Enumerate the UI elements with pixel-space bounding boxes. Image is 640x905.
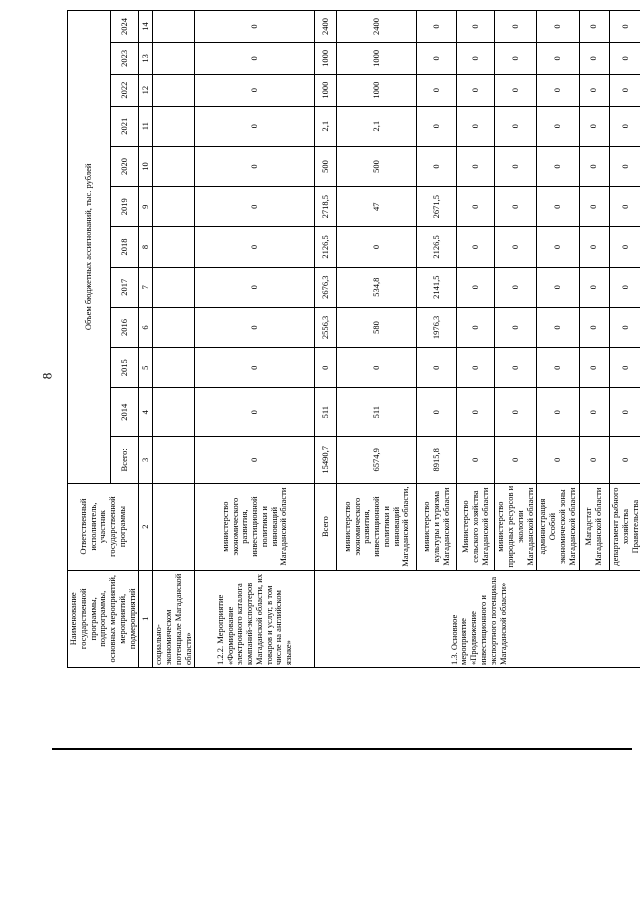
value-cell xyxy=(153,227,195,267)
year-header: 2015 xyxy=(110,348,139,388)
value-cell: 0 xyxy=(457,307,495,347)
value-cell: 0 xyxy=(609,267,640,307)
value-cell: 0 xyxy=(457,267,495,307)
value-cell: 0 xyxy=(457,227,495,267)
value-cell: 0 xyxy=(195,43,315,75)
index-cell: 3 xyxy=(139,437,153,484)
table-row xyxy=(153,11,195,668)
value-cell: 0 xyxy=(495,227,537,267)
table-row xyxy=(337,11,417,668)
value-cell: 0 xyxy=(579,146,609,186)
value-cell: 1000 xyxy=(315,74,337,106)
year-header: 2024 xyxy=(110,11,139,43)
value-cell: 1000 xyxy=(337,43,417,75)
value-cell: 2671,5 xyxy=(417,187,457,227)
value-cell: 500 xyxy=(337,146,417,186)
value-cell: 511 xyxy=(315,388,337,437)
row-responsible: Всего xyxy=(315,483,337,570)
value-cell: 0 xyxy=(417,146,457,186)
value-cell: 0 xyxy=(579,388,609,437)
value-cell: 2718,5 xyxy=(315,187,337,227)
index-cell: 11 xyxy=(139,106,153,146)
value-cell: 1000 xyxy=(337,74,417,106)
row-responsible: департамент рыбного хозяйства Правительства xyxy=(609,483,640,570)
col-name-header: Наименование государственной программы, подпрограммы, основных мероприятий, мероприятий, подмероприятий xyxy=(68,570,139,667)
year-header: 2017 xyxy=(110,267,139,307)
value-cell: 0 xyxy=(457,106,495,146)
value-cell: 0 xyxy=(609,146,640,186)
value-cell: 0 xyxy=(495,388,537,437)
row-responsible: Министерство сельского хозяйства Магаданской области xyxy=(457,483,495,570)
value-cell: 2126,5 xyxy=(417,227,457,267)
value-cell: 511 xyxy=(337,388,417,437)
value-cell xyxy=(153,307,195,347)
year-header: 2018 xyxy=(110,227,139,267)
index-cell: 9 xyxy=(139,187,153,227)
value-cell: 0 xyxy=(537,43,579,75)
value-cell: 0 xyxy=(417,388,457,437)
value-cell: 0 xyxy=(495,11,537,43)
index-cell: 2 xyxy=(139,483,153,570)
index-cell: 13 xyxy=(139,43,153,75)
value-cell: 0 xyxy=(609,388,640,437)
table-row xyxy=(417,11,457,668)
value-cell: 2141,5 xyxy=(417,267,457,307)
value-cell xyxy=(153,11,195,43)
value-cell: 0 xyxy=(457,74,495,106)
row-responsible: Магадстат Магаданской области xyxy=(579,483,609,570)
value-cell: 0 xyxy=(537,388,579,437)
budget-title: Объем бюджетных ассигнований, тыс. рублей xyxy=(68,11,111,484)
value-cell: 0 xyxy=(609,437,640,484)
value-cell: 0 xyxy=(537,437,579,484)
row-name: социально-экономическом потенциале Магаданской области» xyxy=(153,570,195,667)
index-cell: 12 xyxy=(139,74,153,106)
row-responsible: администрация Особой экономической зоны Магаданской области xyxy=(537,483,579,570)
value-cell: 0 xyxy=(495,307,537,347)
value-cell: 0 xyxy=(537,227,579,267)
value-cell xyxy=(153,437,195,484)
total-label: Всего: xyxy=(110,437,139,484)
value-cell: 0 xyxy=(195,227,315,267)
value-cell: 0 xyxy=(195,437,315,484)
page-number: 8 xyxy=(39,372,55,380)
value-cell: 0 xyxy=(495,43,537,75)
value-cell: 0 xyxy=(579,187,609,227)
value-cell: 0 xyxy=(609,307,640,347)
index-cell: 5 xyxy=(139,348,153,388)
value-cell: 0 xyxy=(195,11,315,43)
value-cell: 0 xyxy=(417,348,457,388)
value-cell: 0 xyxy=(579,74,609,106)
value-cell: 0 xyxy=(579,348,609,388)
row-responsible: министерство природных ресурсов и экологии Магаданской области xyxy=(495,483,537,570)
value-cell: 15490,7 xyxy=(315,437,337,484)
row-responsible xyxy=(153,483,195,570)
value-cell: 0 xyxy=(609,11,640,43)
value-cell: 0 xyxy=(579,227,609,267)
value-cell xyxy=(153,388,195,437)
value-cell: 0 xyxy=(417,74,457,106)
index-cell: 8 xyxy=(139,227,153,267)
table-row xyxy=(195,11,315,668)
value-cell: 0 xyxy=(579,11,609,43)
value-cell: 0 xyxy=(495,267,537,307)
table-row xyxy=(537,11,579,668)
value-cell xyxy=(153,348,195,388)
year-header: 2014 xyxy=(110,388,139,437)
value-cell: 0 xyxy=(609,74,640,106)
value-cell: 0 xyxy=(495,437,537,484)
year-header: 2016 xyxy=(110,307,139,347)
year-header: 2022 xyxy=(110,74,139,106)
row-name: 1.3. Основное мероприятие «Продвижение инвестиционного и экспортного потенциала Магаданской области» xyxy=(315,570,640,667)
value-cell: 580 xyxy=(337,307,417,347)
value-cell: 0 xyxy=(537,74,579,106)
year-header: 2019 xyxy=(110,187,139,227)
value-cell xyxy=(153,106,195,146)
value-cell: 2676,3 xyxy=(315,267,337,307)
value-cell: 2,1 xyxy=(337,106,417,146)
index-cell: 4 xyxy=(139,388,153,437)
value-cell: 0 xyxy=(579,43,609,75)
value-cell: 0 xyxy=(457,146,495,186)
year-header: 2021 xyxy=(110,106,139,146)
value-cell: 0 xyxy=(579,267,609,307)
value-cell: 0 xyxy=(457,11,495,43)
value-cell: 0 xyxy=(195,106,315,146)
value-cell: 0 xyxy=(315,348,337,388)
year-header: 2023 xyxy=(110,43,139,75)
row-responsible: министерство экономического развития, инвестиционной политики и инноваций Магаданской области, xyxy=(337,483,417,570)
value-cell xyxy=(153,146,195,186)
value-cell: 2,1 xyxy=(315,106,337,146)
value-cell: 0 xyxy=(457,388,495,437)
value-cell: 0 xyxy=(195,348,315,388)
value-cell: 47 xyxy=(337,187,417,227)
value-cell: 0 xyxy=(609,348,640,388)
value-cell: 2400 xyxy=(315,11,337,43)
value-cell: 0 xyxy=(195,146,315,186)
row-name: 1.2.2. Мероприятие «Формирование электронного каталога компаний-экспортеров Магаданской области, их товаров и услуг, в том числе на английском языке» xyxy=(195,570,315,667)
value-cell: 0 xyxy=(457,348,495,388)
budget-table-rotated xyxy=(67,10,640,668)
value-cell: 0 xyxy=(495,146,537,186)
value-cell xyxy=(153,187,195,227)
value-cell: 0 xyxy=(495,74,537,106)
value-cell: 0 xyxy=(195,388,315,437)
value-cell: 1000 xyxy=(315,43,337,75)
value-cell: 0 xyxy=(457,437,495,484)
value-cell: 0 xyxy=(537,187,579,227)
value-cell: 0 xyxy=(579,307,609,347)
year-header: 2020 xyxy=(110,146,139,186)
index-cell: 6 xyxy=(139,307,153,347)
value-cell: 0 xyxy=(537,146,579,186)
value-cell: 0 xyxy=(537,348,579,388)
value-cell: 0 xyxy=(457,187,495,227)
value-cell xyxy=(153,74,195,106)
value-cell: 0 xyxy=(495,187,537,227)
value-cell: 2556,3 xyxy=(315,307,337,347)
row-responsible: министерство экономического развития, инвестиционной политики и инноваций Магаданской области xyxy=(195,483,315,570)
value-cell: 0 xyxy=(537,307,579,347)
index-cell: 14 xyxy=(139,11,153,43)
page-divider xyxy=(52,748,632,750)
value-cell: 0 xyxy=(537,11,579,43)
value-cell: 534,8 xyxy=(337,267,417,307)
value-cell: 500 xyxy=(315,146,337,186)
value-cell: 0 xyxy=(537,267,579,307)
index-cell: 7 xyxy=(139,267,153,307)
budget-table xyxy=(67,10,640,668)
value-cell: 0 xyxy=(609,187,640,227)
index-cell: 1 xyxy=(139,570,153,667)
table-row xyxy=(457,11,495,668)
value-cell: 0 xyxy=(195,187,315,227)
value-cell: 0 xyxy=(457,43,495,75)
value-cell: 0 xyxy=(417,11,457,43)
value-cell: 0 xyxy=(609,106,640,146)
table-row xyxy=(495,11,537,668)
value-cell xyxy=(153,43,195,75)
col-resp-header: Ответственный исполнитель, участник государственной программы xyxy=(68,483,139,570)
value-cell: 8915,8 xyxy=(417,437,457,484)
value-cell: 0 xyxy=(579,106,609,146)
value-cell: 0 xyxy=(195,307,315,347)
value-cell: 0 xyxy=(495,348,537,388)
value-cell: 6574,9 xyxy=(337,437,417,484)
value-cell: 0 xyxy=(417,106,457,146)
index-cell: 10 xyxy=(139,146,153,186)
table-row xyxy=(609,11,640,668)
value-cell: 0 xyxy=(609,227,640,267)
value-cell: 0 xyxy=(609,43,640,75)
table-row xyxy=(579,11,609,668)
value-cell: 2126,5 xyxy=(315,227,337,267)
row-responsible: министерство культуры и туризма Магаданской области xyxy=(417,483,457,570)
value-cell: 0 xyxy=(195,74,315,106)
value-cell: 0 xyxy=(195,267,315,307)
value-cell: 0 xyxy=(337,227,417,267)
value-cell: 0 xyxy=(579,437,609,484)
value-cell: 0 xyxy=(417,43,457,75)
value-cell: 0 xyxy=(537,106,579,146)
value-cell: 0 xyxy=(337,348,417,388)
value-cell: 1976,3 xyxy=(417,307,457,347)
value-cell: 0 xyxy=(495,106,537,146)
table-row xyxy=(315,11,337,668)
value-cell: 2400 xyxy=(337,11,417,43)
value-cell xyxy=(153,267,195,307)
